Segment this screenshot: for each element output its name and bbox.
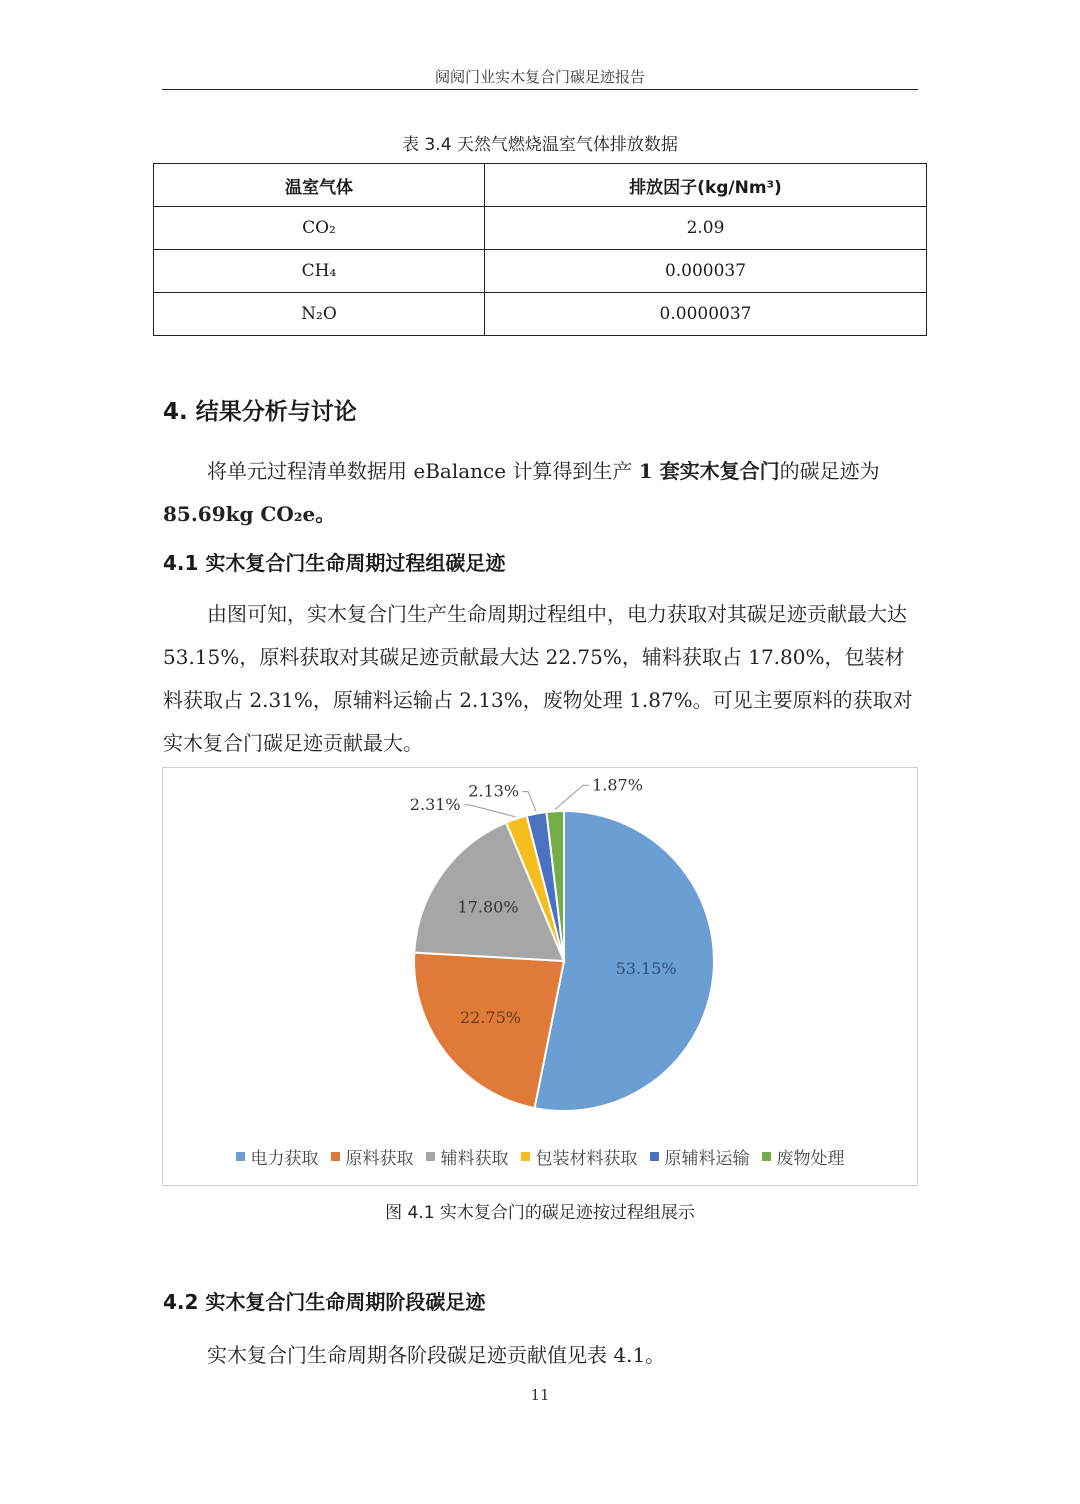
legend-swatch [762, 1152, 771, 1161]
pie-label-1: 53.15% [615, 959, 677, 979]
pie-leader-line-5 [522, 792, 536, 812]
table-cell-gas: CO₂ [154, 207, 485, 250]
table-cell-gas: N₂O [154, 293, 485, 336]
table-cell-factor: 0.0000037 [485, 293, 927, 336]
legend-swatch [236, 1152, 245, 1161]
legend-label: 辅料获取 [440, 1149, 509, 1169]
legend-label: 原辅料运输 [664, 1149, 750, 1169]
table-header-row [154, 164, 927, 207]
pie-label-2: 22.75% [459, 1007, 521, 1027]
page-number: 11 [530, 1386, 550, 1404]
emission-factor-table [153, 163, 927, 336]
pie-leader-line-4 [464, 805, 516, 817]
legend-swatch [331, 1152, 340, 1161]
section-4-2-heading: 4.2 实木复合门生命周期阶段碳足迹 [163, 1290, 486, 1314]
table-row [154, 207, 927, 250]
legend-label: 包装材料获取 [535, 1149, 638, 1169]
legend-swatch [426, 1152, 435, 1161]
pie-chart [163, 768, 917, 1138]
table-row [154, 250, 927, 293]
legend-item [521, 1144, 638, 1169]
intro-text-a: 将单元过程清单数据用 eBalance 计算得到生产 [207, 459, 639, 483]
report-header-title: 阋阋门业实木复合门碳足迹报告 [434, 68, 645, 86]
pie-label-4: 2.31% [409, 794, 461, 814]
pie-label-5: 2.13% [468, 781, 520, 801]
legend-item [650, 1144, 750, 1169]
legend-swatch [650, 1152, 659, 1161]
legend-item [762, 1144, 845, 1169]
intro-text-bold: 1 套实木复合门 [638, 459, 780, 483]
header-rule [162, 89, 918, 90]
pie-label-6: 1.87% [592, 775, 643, 795]
table-cell-gas: CH₄ [154, 250, 485, 293]
table-header-factor: 排放因子(kg/Nm³) [485, 164, 927, 207]
legend-swatch [521, 1152, 530, 1161]
pie-chart-figure [162, 767, 918, 1186]
table-cell-factor: 2.09 [485, 207, 927, 250]
section-4-1-heading: 4.1 实木复合门生命周期过程组碳足迹 [163, 551, 506, 575]
legend-item [236, 1144, 319, 1169]
legend-item [426, 1144, 509, 1169]
pie-leader-line-6 [555, 785, 589, 809]
legend-label: 电力获取 [250, 1149, 319, 1169]
section-4-2-paragraph: 实木复合门生命周期各阶段碳足迹贡献值见表 4.1。 [207, 1343, 666, 1367]
section-4-1-paragraph: 由图可知，实木复合门生产生命周期过程组中，电力获取对其碳足迹贡献最大达 53.15%，原料获取对其碳足迹贡献最大达 22.75%，辅料获取占 17.80%，包装材料获取占 2.31%，原辅料运输占 2.13%，废物处理 1.87%。可见主要原料的获取对实木复合门碳足迹贡献最大。 [163, 602, 913, 755]
section-4-intro [163, 450, 918, 536]
figure-caption: 图 4.1 实木复合门的碳足迹按过程组展示 [385, 1203, 695, 1223]
intro-text-b: 的碳足迹为 [779, 459, 880, 483]
legend-label: 废物处理 [776, 1149, 845, 1169]
intro-result: 85.69kg CO₂e。 [163, 502, 336, 526]
pie-label-3: 17.80% [457, 897, 519, 917]
legend-label: 原料获取 [345, 1149, 414, 1169]
section-4-heading: 4. 结果分析与讨论 [163, 399, 357, 425]
table-row [154, 293, 927, 336]
legend-item [331, 1144, 414, 1169]
table-header-gas: 温室气体 [154, 164, 485, 207]
table-cell-factor: 0.000037 [485, 250, 927, 293]
table-caption: 表 3.4 天然气燃烧温室气体排放数据 [402, 135, 678, 155]
chart-legend [163, 1144, 917, 1169]
